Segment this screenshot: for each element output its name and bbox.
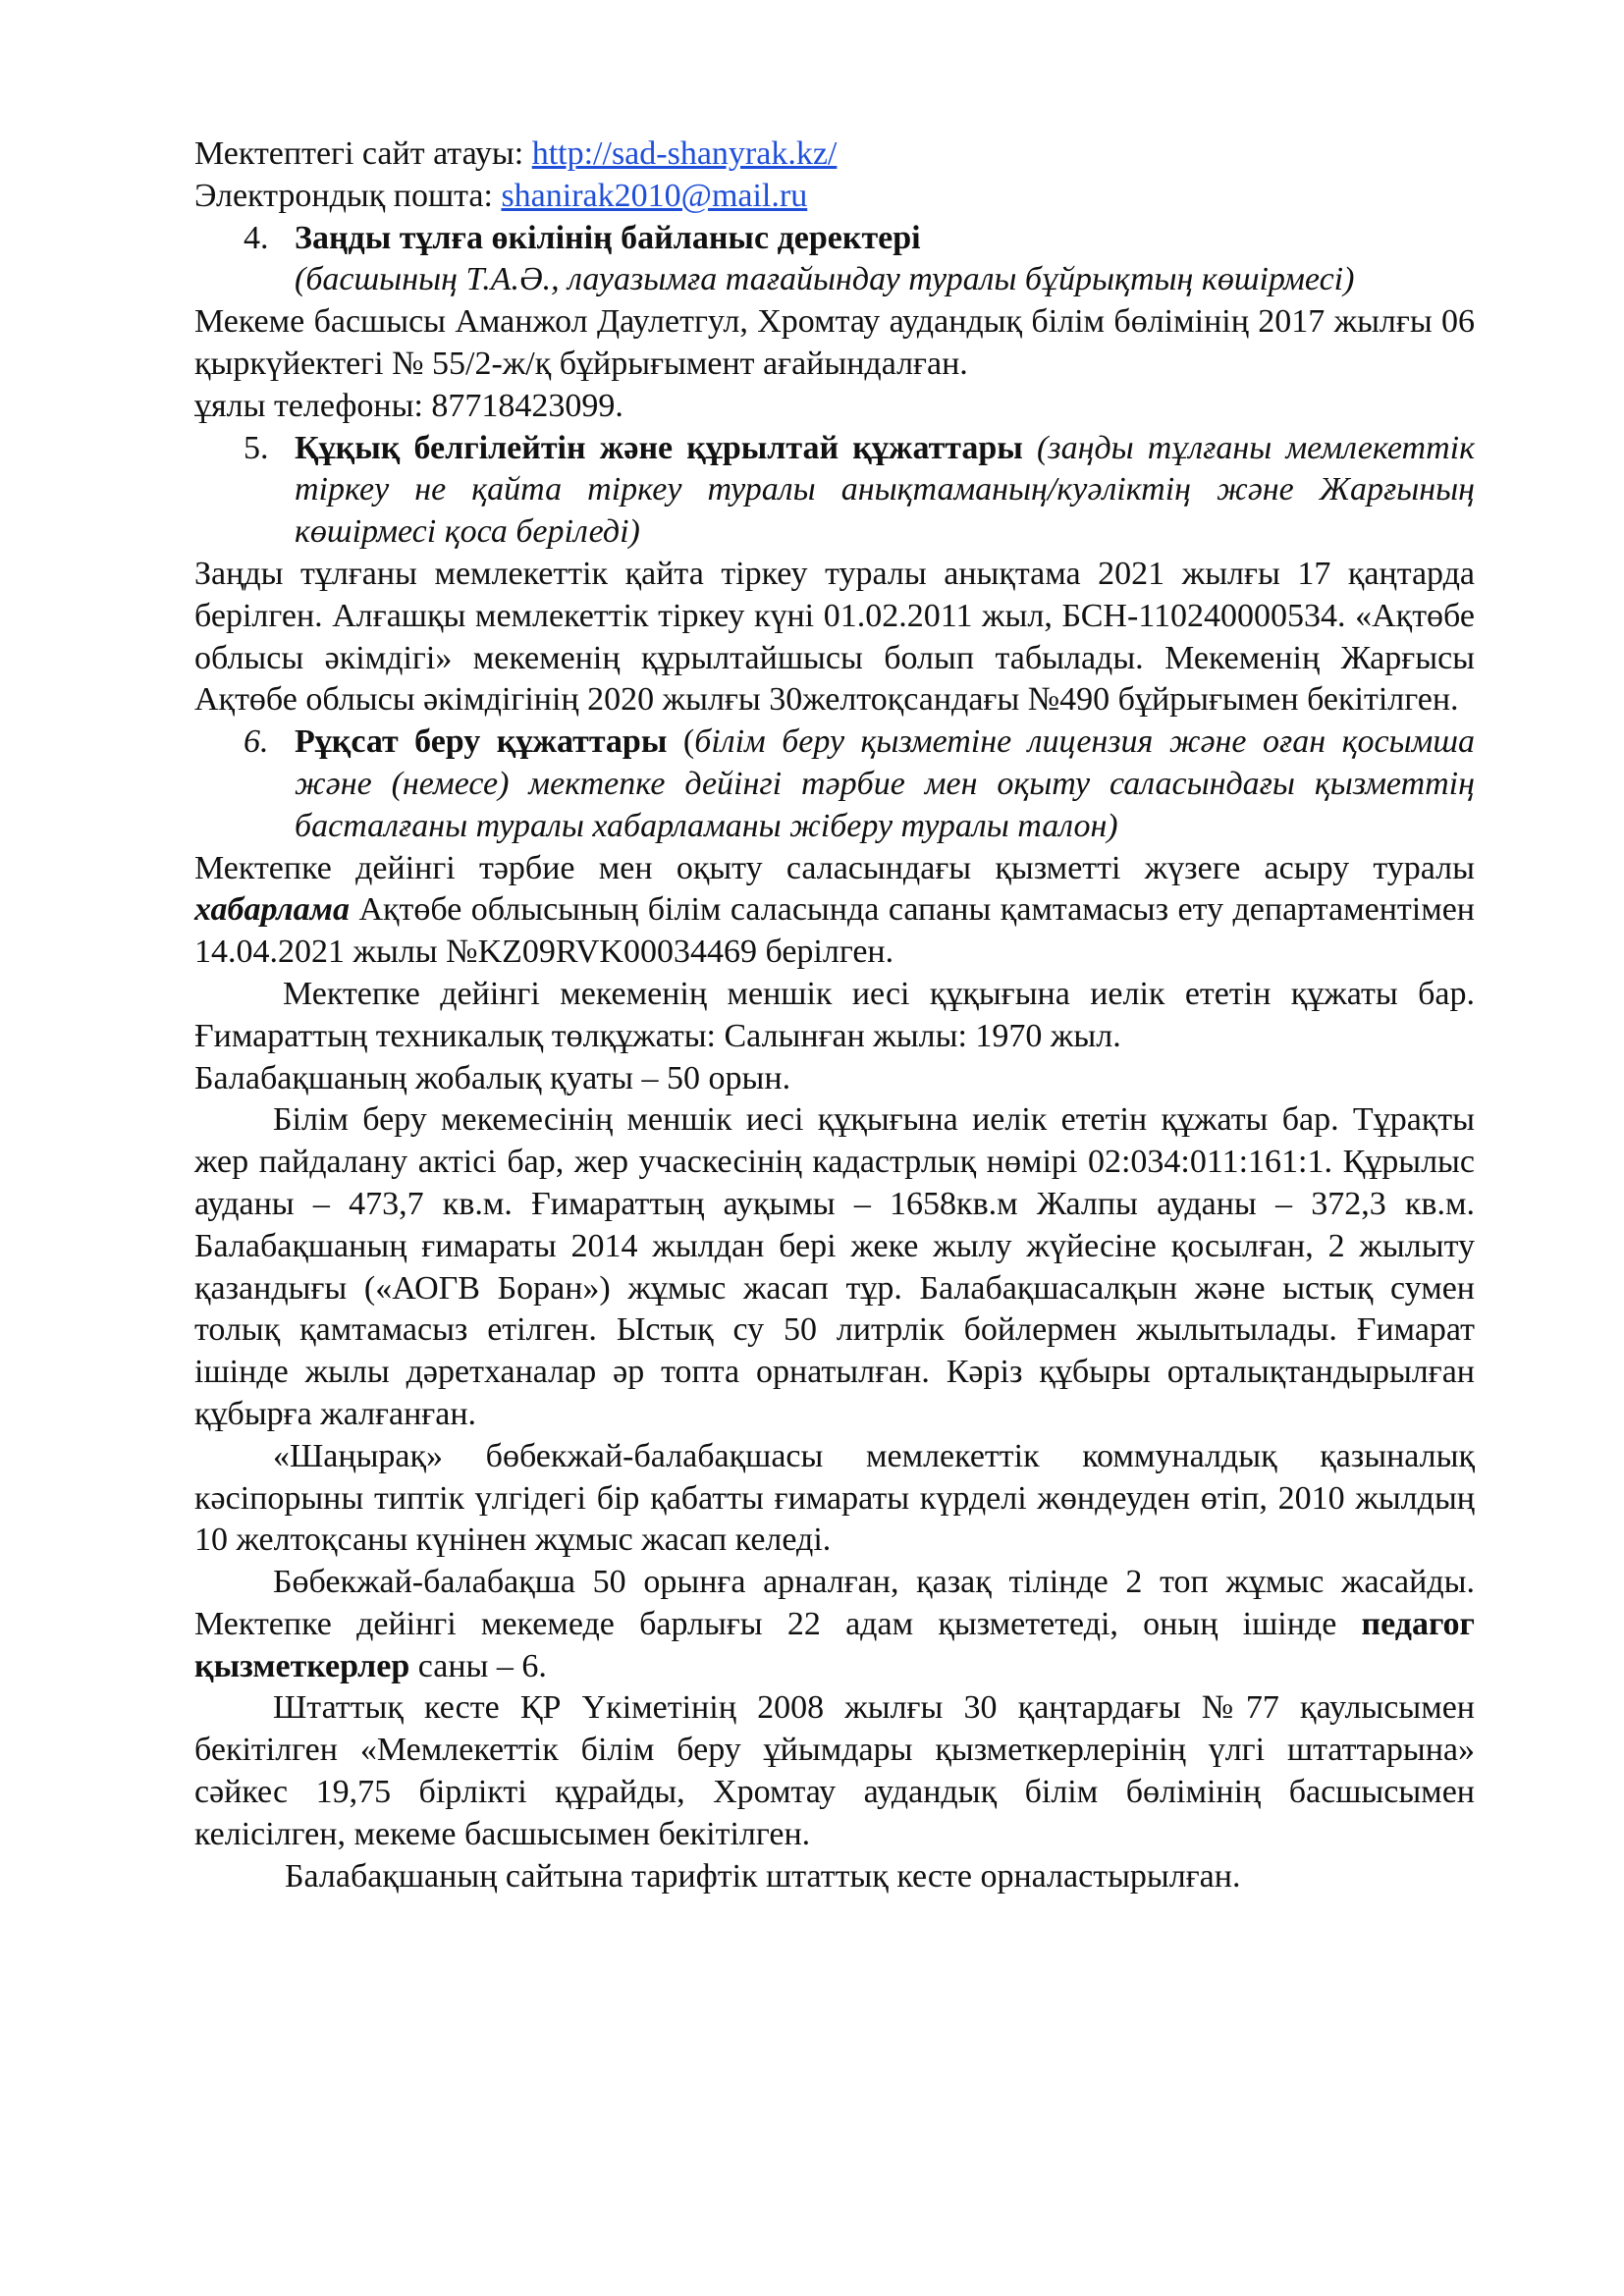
section-5-body: Заңды тұлғаны мемлекеттік қайта тіркеу туралы анықтама 2021 жылғы 17 қаңтарда берілген. Алғашқы мемлекеттік тіркеу күні 01.02.2011 жыл, БСН-110240000534. «Ақтөбе облысы әкімдігі» мекеменің құрылтайшысы болып табылады. Мекеменің Жарғысы Ақтөбе облысы әкімдігінің 2020 жылғы 30желтоқсандағы №490 бұйрығымен бекітілген. <box>194 555 1475 719</box>
section-5-heading <box>194 428 1475 554</box>
section-6-body-emph: хабарлама <box>194 891 350 929</box>
section-5-number: 5. <box>244 429 269 466</box>
paragraph-history: «Шаңырақ» бөбекжай-балабақшасы мемлекеттік коммуналдық қазыналық кәсіпорыны типтік үлгідегі бір қабатты ғимараты күрделі жөндеуден өтіп, 2010 жылдың 10 желтоқсаны күнінен жұмыс жасап келеді. <box>194 1437 1475 1559</box>
section-6-number: 6. <box>244 723 269 761</box>
section-4-body: Мекеме басшысы Аманжол Даулетгул, Хромтау аудандық білім бөлімінің 2017 жылғы 06 қыркүйектегі № 55/2-ж/қ бұйрығымент ағайындалған. <box>194 303 1475 382</box>
section-6-note-open: ( <box>667 723 695 761</box>
section-5-text <box>295 428 1475 554</box>
site-link[interactable]: http://sad-shanyrak.kz/ <box>531 135 838 172</box>
site-line <box>194 133 1475 176</box>
section-6-body-post: Ақтөбе облысының білім саласында сапаны қамтамасыз ету департаментімен 14.04.2021 жылы №KZ09RVK00034469 берілген. <box>194 891 1475 971</box>
section-4-number: 4. <box>244 219 269 256</box>
section-6-body-pre: Мектепке дейінгі тәрбие мен оқыту саласындағы қызметті жүзеге асыру туралы <box>194 849 1475 886</box>
email-line <box>194 176 1475 218</box>
paragraph-ownership: Мектепке дейінгі мекеменің меншік иесі құқығына иелік ететін құжаты бар. Ғимараттың техникалық төлқұжаты: Салынған жылы: 1970 жыл. <box>194 975 1475 1054</box>
section-6-text <box>295 721 1475 847</box>
paragraph-staff-pre: Бөбекжай-балабақша 50 орынға арналған, қазақ тілінде 2 топ жұмыс жасайды. Мектепке дейінгі мекемеде барлығы 22 адам қызмететеді, оның ішінде <box>194 1564 1475 1642</box>
section-4-title: Заңды тұлға өкілінің байланыс деректері <box>295 219 921 256</box>
section-4-phone: ұялы телефоны: 87718423099. <box>194 387 623 424</box>
paragraph-building: Білім беру мекемесінің меншік иесі құқығына иелік ететін құжаты бар. Тұрақты жер пайдалану актісі бар, жер учаскесінің кадастрлық нөмірі 02:034:011:161:1. Құрылыс ауданы – 473,7 кв.м. Ғимараттың ауқымы – 1658кв.м Жалпы ауданы – 372,3 кв.м. Балабақшаның ғимараты 2014 жылдан бері жеке жылу жүйесіне қосылған, 2 жылыту қазандығы («АОГВ Боран») жұмыс жасап тұр. Балабақшасалқын және ыстық сумен толық қамтамасыз етілген. Ыстық су 50 литрлік бойлермен жылытылады. Ғимарат ішінде жылы дәретханалар әр топта орнатылған. Кәріз құбыры орталықтандырылған құбырға жалғанған. <box>194 1101 1475 1432</box>
section-5-note: (заңды тұлғаны мемлекеттік тіркеу не қайта тіркеу туралы анықтаманың/куәліктің және Жарғының көшірмесі қоса беріледі) <box>295 429 1476 551</box>
section-6-body <box>194 848 1475 974</box>
section-4-note: (басшының Т.А.Ә., лауазымға тағайындау туралы бұйрықтың көшірмесі) <box>295 261 1355 298</box>
paragraph-capacity: Балабақшаның жобалық қуаты – 50 орын. <box>194 1059 791 1096</box>
paragraph-site-tariff: Балабақшаның сайтына тарифтік штаттық кесте орналастырылған. <box>285 1857 1241 1895</box>
paragraph-staff-bold: педагог қызметкерлер <box>194 1605 1475 1684</box>
paragraph-staff-post: саны – 6. <box>409 1647 547 1684</box>
section-4-heading <box>194 218 1475 260</box>
section-6-note: білім беру қызметіне лицензия және оған қосымша және (немесе) мектепке дейінгі тәрбие мен оқыту саласындағы қызметтің басталғаны туралы хабарламаны жіберу туралы талон) <box>295 723 1475 844</box>
email-label: Электрондық пошта: <box>194 177 502 214</box>
site-label: Мектептегі сайт атауы: <box>194 135 532 172</box>
paragraph-staff <box>194 1562 1475 1687</box>
email-link[interactable]: shanirak2010@mail.ru <box>501 177 808 214</box>
section-6-title: Рұқсат беру құжаттары <box>295 723 668 761</box>
section-5-title: Құқық белгілейтін және құрылтай құжаттары <box>295 429 1023 466</box>
section-6-heading <box>194 721 1475 847</box>
paragraph-staffing-table: Штаттық кесте ҚР Үкіметінің 2008 жылғы 30 қаңтардағы №77 қаулысымен бекітілген «Мемлекеттік білім беру ұйымдары қызметкерлерінің үлгі штаттарына» сәйкес 19,75 бірлікті құрайды, Хромтау аудандық білім бөлімінің басшысымен келісілген, мекеме басшысымен бекітілген. <box>194 1689 1475 1852</box>
